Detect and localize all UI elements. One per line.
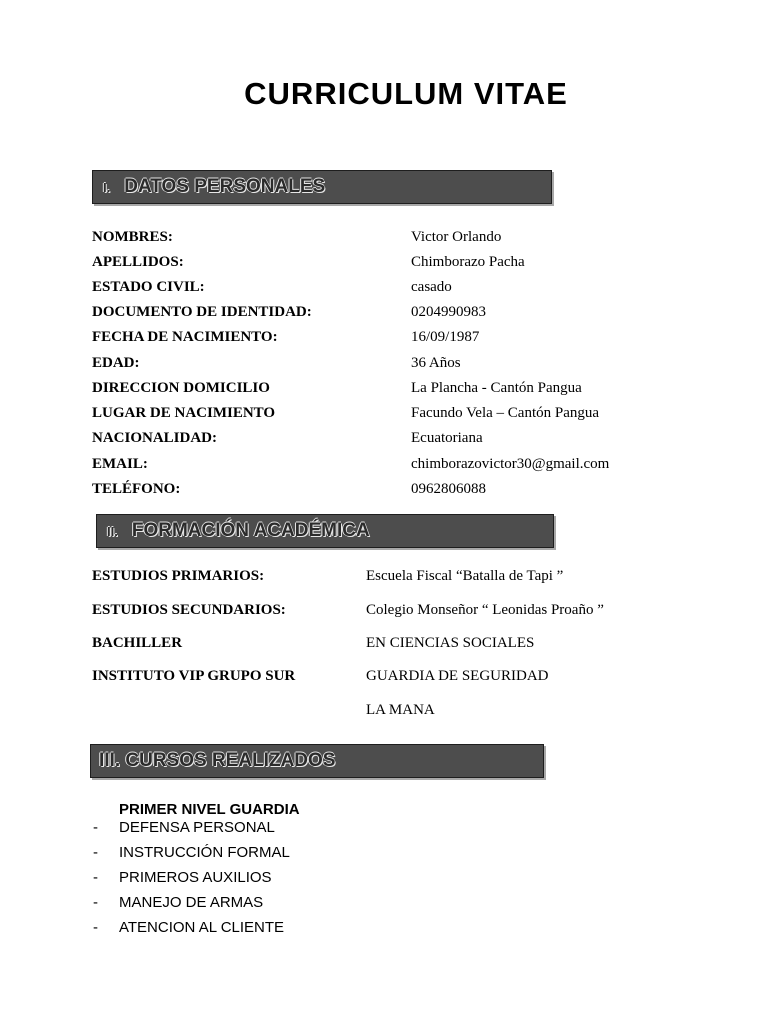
field-label: EDAD: (92, 355, 140, 371)
bullet-dash: - (93, 844, 98, 861)
field-value: Escuela Fiscal “Batalla de Tapi ” (366, 568, 564, 584)
field-label: INSTITUTO VIP GRUPO SUR (92, 668, 296, 684)
section-header-courses (90, 744, 544, 778)
bullet-dash: - (93, 819, 98, 836)
section-title: III. CURSOS REALIZADOS (99, 750, 336, 771)
section-header-personal (92, 170, 552, 204)
courses-list (93, 800, 493, 940)
field-label: ESTUDIOS PRIMARIOS: (92, 568, 265, 584)
field-value: LA MANA (366, 702, 435, 718)
field-label: EMAIL: (92, 456, 148, 472)
field-value: casado (411, 279, 452, 295)
field-value: EN CIENCIAS SOCIALES (366, 635, 535, 651)
field-value: 16/09/1987 (411, 329, 480, 345)
courses-subtitle-text: PRIMER NIVEL GUARDIA (119, 801, 300, 818)
field-value: Colegio Monseñor “ Leonidas Proaño ” (366, 602, 604, 618)
list-item-text: MANEJO DE ARMAS (119, 894, 264, 911)
field-label: NOMBRES: (92, 229, 173, 245)
field-value: GUARDIA DE SEGURIDAD (366, 668, 549, 684)
field-value: 0204990983 (411, 304, 486, 320)
field-value: 36 Años (411, 355, 461, 371)
field-value: 0962806088 (411, 481, 486, 497)
list-item-text: INSTRUCCIÓN FORMAL (119, 844, 290, 861)
document-title: CURRICULUM VITAE (244, 76, 568, 111)
section-title: FORMACIÓN ACADÉMICA (131, 520, 370, 541)
list-item-text: ATENCION AL CLIENTE (119, 919, 285, 936)
field-label: FECHA DE NACIMIENTO: (92, 329, 278, 345)
field-value: Facundo Vela – Cantón Pangua (411, 405, 600, 421)
field-label: TELÉFONO: (92, 481, 181, 497)
field-label: DIRECCION DOMICILIO (92, 380, 270, 396)
field-value: Victor Orlando (411, 229, 502, 245)
field-label: ESTADO CIVIL: (92, 279, 205, 295)
bullet-dash: - (93, 869, 98, 886)
list-item-text: DEFENSA PERSONAL (119, 819, 275, 836)
field-label: ESTUDIOS SECUNDARIOS: (92, 602, 286, 618)
field-label: BACHILLER (92, 635, 183, 651)
field-label: DOCUMENTO DE IDENTIDAD: (92, 304, 312, 320)
field-label: NACIONALIDAD: (92, 430, 218, 446)
section-number: II. (107, 523, 118, 539)
field-value: Chimborazo Pacha (411, 254, 525, 270)
list-item-text: PRIMEROS AUXILIOS (119, 869, 272, 886)
field-value: Ecuatoriana (411, 430, 483, 446)
section-header-academic (96, 514, 554, 548)
field-value: chimborazovictor30@gmail.com (411, 456, 610, 472)
bullet-dash: - (93, 919, 98, 936)
field-label: APELLIDOS: (92, 254, 184, 270)
section-title: DATOS PERSONALES (124, 176, 326, 197)
bullet-dash: - (93, 894, 98, 911)
field-label: LUGAR DE NACIMIENTO (92, 405, 276, 421)
section-number: I. (103, 179, 111, 195)
field-value: La Plancha - Cantón Pangua (411, 380, 582, 396)
